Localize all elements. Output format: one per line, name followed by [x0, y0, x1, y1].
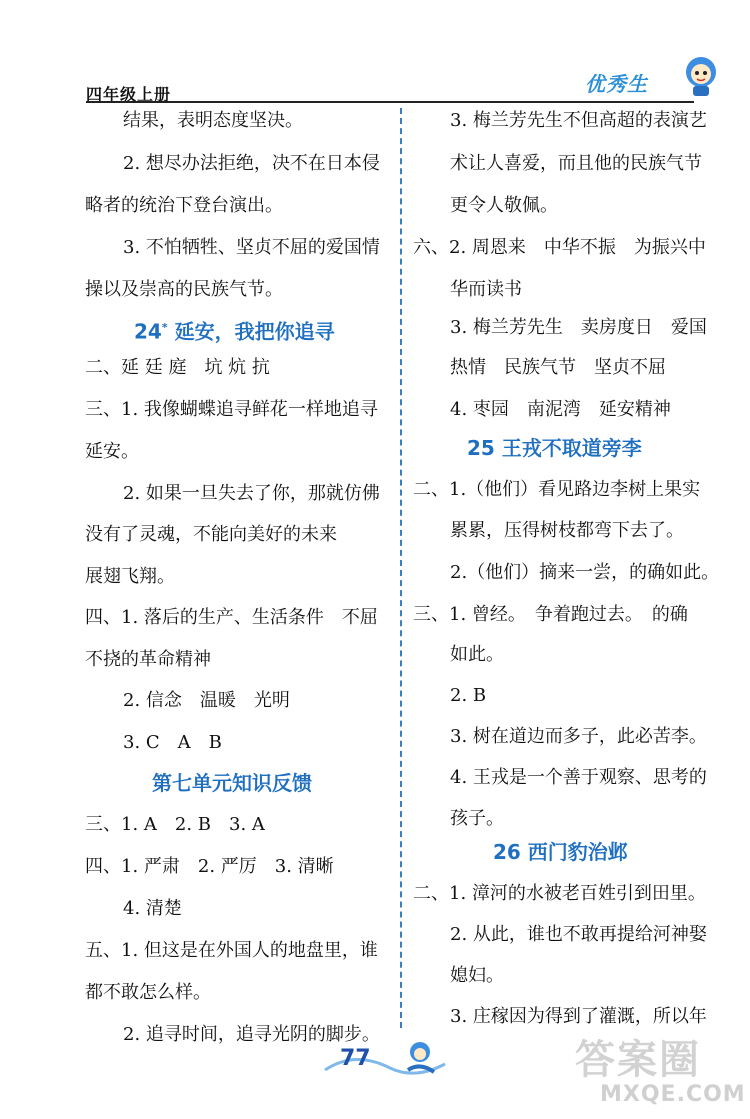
answer-line: 孩子。: [450, 808, 504, 829]
answer-line: 三、1. 曾经。 争着跑过去。 的确: [413, 604, 688, 625]
answer-line: 2. 追寻时间，追寻光阴的脚步。: [123, 1024, 380, 1045]
heading-number: 24: [134, 319, 162, 344]
section-heading-25: 25 王戎不取道旁李: [467, 436, 642, 460]
watermark: 答案圈: [575, 1037, 701, 1083]
answer-line: 2. B: [450, 685, 487, 706]
answer-line: 3. 梅兰芳先生 卖房度日 爱国: [450, 317, 707, 338]
header-rule: [86, 101, 694, 103]
page-number: 77: [340, 1046, 371, 1071]
answer-line: 3. 树在道边而多子，此必苦李。: [450, 726, 707, 747]
section-heading-26: 26 西门豹治邺: [493, 840, 628, 864]
answer-line: 展翅飞翔。: [85, 566, 175, 587]
mascot-icon: [680, 52, 722, 98]
answer-line: 结果，表明态度坚决。: [123, 110, 303, 131]
answer-line: 2. 信念 温暖 光明: [123, 690, 290, 711]
section-heading-unit7: 第七单元知识反馈: [152, 771, 312, 795]
answer-line: 都不敢怎么样。: [85, 982, 211, 1003]
answer-line: 4. 王戎是一个善于观察、思考的: [450, 767, 707, 788]
answer-line: 没有了灵魂，不能向美好的未来: [85, 524, 337, 545]
answer-line: 二、1. 漳河的水被老百姓引到田里。: [413, 883, 706, 904]
answer-line: 2.（他们）摘来一尝，的确如此。: [450, 562, 720, 583]
answer-line: 4. 枣园 南泥湾 延安精神: [450, 399, 671, 420]
answer-line: 五、1. 但这是在外国人的地盘里，谁: [85, 940, 378, 961]
answer-line: 三、1. 我像蝴蝶追寻鲜花一样地追寻: [85, 399, 378, 420]
answer-line: 2. 想尽办法拒绝，决不在日本侵: [123, 153, 380, 174]
answer-line: 更令人敬佩。: [450, 195, 558, 216]
answer-line: 2. 如果一旦失去了你，那就仿佛: [123, 483, 380, 504]
brand-logo: 优秀生: [585, 72, 648, 96]
answer-line: 3. 庄稼因为得到了灌溉，所以年: [450, 1006, 707, 1027]
answer-line: 热情 民族气节 坚贞不屈: [450, 357, 666, 378]
heading-mark: *: [161, 321, 168, 334]
grade-label: 四年级上册: [86, 85, 172, 104]
section-heading-24: [134, 313, 335, 347]
answer-line: 四、1. 严肃 2. 严厉 3. 清晰: [85, 856, 334, 877]
answer-line: 3. 不怕牺牲、坚贞不屈的爱国情: [123, 237, 380, 258]
answer-line: 3. C A B: [123, 732, 222, 753]
answer-line: 四、1. 落后的生产、生活条件 不屈: [85, 607, 378, 628]
answer-line: 二、延 廷 庭 坑 炕 抗: [85, 357, 270, 378]
answer-line: 术让人喜爱，而且他的民族气节: [450, 153, 702, 174]
heading-title: 延安，我把你追寻: [174, 319, 335, 344]
answer-line: 六、2. 周恩来 中华不振 为振兴中: [413, 237, 706, 258]
answer-line: 3. 梅兰芳先生不但高超的表演艺: [450, 110, 707, 131]
answer-line: 媳妇。: [450, 965, 504, 986]
watermark-url: MXQE.COM: [600, 1082, 746, 1107]
answer-line: 2. 从此，谁也不敢再提给河神娶: [450, 924, 707, 945]
answer-line: 如此。: [450, 644, 504, 665]
answer-line: 累累，压得树枝都弯下去了。: [450, 520, 684, 541]
answer-line: 不挠的革命精神: [85, 649, 211, 670]
answer-line: 延安。: [85, 441, 139, 462]
answer-line: 华而读书: [450, 279, 522, 300]
answer-line: 略者的统治下登台演出。: [85, 195, 283, 216]
answer-line: 二、1.（他们）看见路边李树上果实: [413, 479, 701, 500]
column-divider: [400, 108, 402, 1028]
answer-line: 三、1. A 2. B 3. A: [85, 814, 265, 835]
answer-line: 4. 清楚: [123, 898, 182, 919]
answer-line: 操以及崇高的民族气节。: [85, 279, 283, 300]
